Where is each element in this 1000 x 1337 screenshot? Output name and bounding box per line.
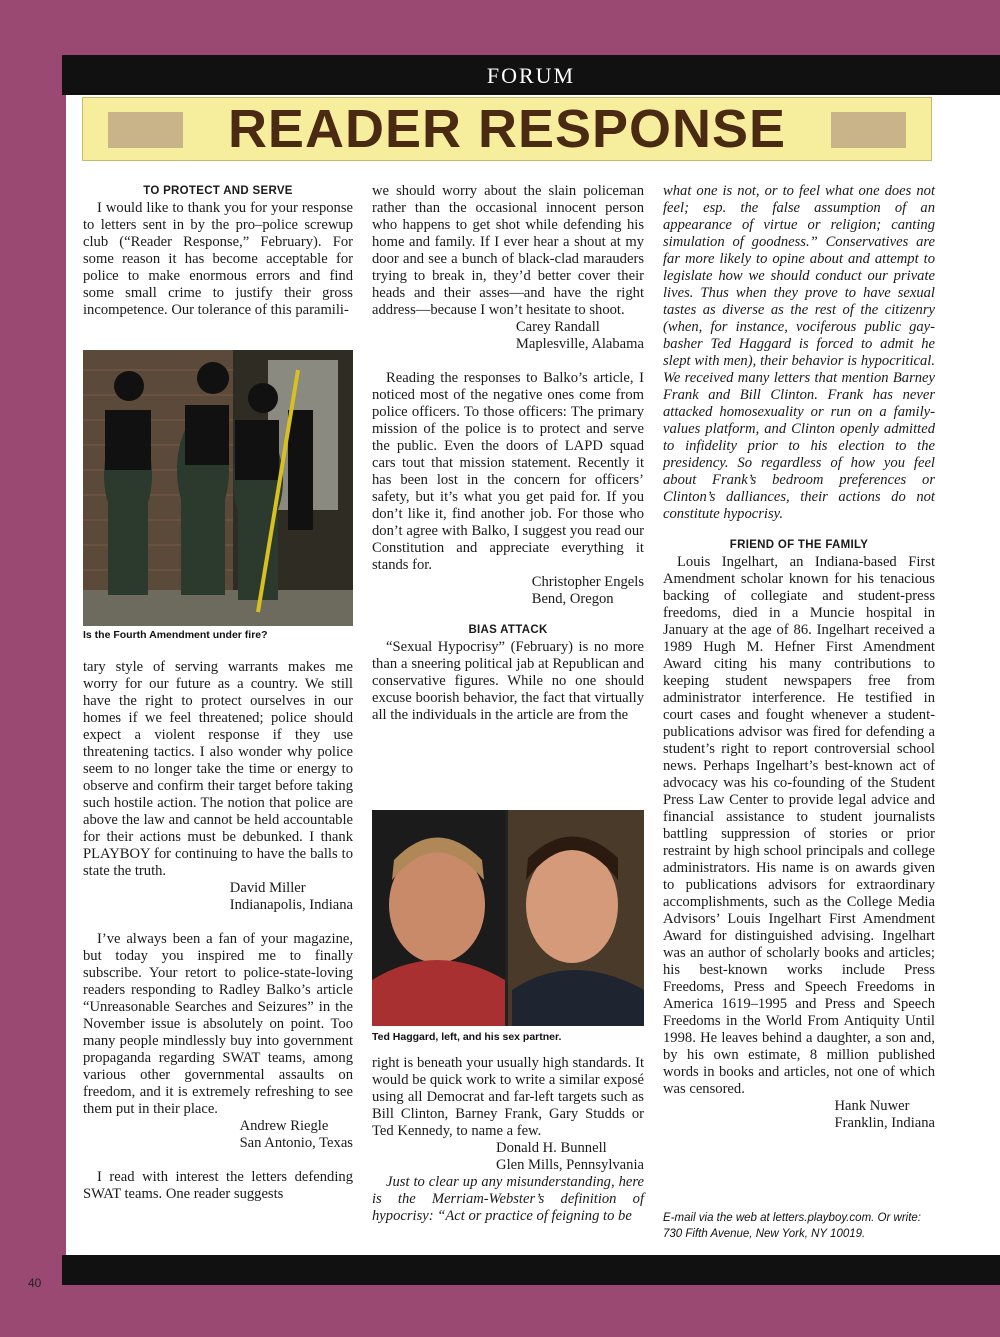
column-1-bottom — [83, 659, 353, 1203]
signature-6-place: Franklin, Indiana — [834, 1115, 935, 1131]
heading-bias-attack: BIAS ATTACK — [468, 624, 548, 636]
signature-1-name: David Miller — [229, 880, 306, 896]
signature-3 — [372, 319, 644, 353]
swat-team-illustration — [83, 350, 353, 626]
page-title: READER RESPONSE — [227, 99, 787, 159]
page-number: 40 — [28, 1276, 42, 1290]
letter-6: Louis Ingelhart, an Indiana-based First Amendment scholar known for his tenacious backing of collegiate and student-press freedoms, died in a Muncie hospital in January at the age of 86. Ingelhart received a 1989 Hugh M. Hefner First Amendment Award citing his many contributions to keeping student newspapers free from administrator interference. He testified in court cases and fought whenever a student-publications advisor was fired for defending a student’s right to report controversial school news. Perhaps Ingelhart’s best-known act of advocacy was his co-founding of the Student Press Law Center to provide legal advice and financial assistance to student journalists battling suppression of stories or prior restraint by high school principals and college administrators. His name is on awards given to publications advisors for extraordinary accomplishments, such as the College Media Advisors’ Louis Ingelhart First Amendment Award for distinguished advising. Ingelhart was an author of scholarly books and articles; his best-known works include Press Freedoms, Press and Speech Freedoms in America 1619–1995 and Press and Speech Freedoms in the World From Antiquity Until 1998. He leaves behind a daughter, a son and, by his own estimate, 8 million published words in books and articles, not one of which was censored. — [663, 554, 935, 1097]
heading-protect-and-serve: TO PROTECT AND SERVE — [143, 185, 293, 197]
letter-1-part-2: tary style of serving warrants makes me worry for our future as a country. We still have the right to protect ourselves in our homes if we feel threatened; police should expect a violent response if they use threatening tactics. I also wonder why police seem to no longer take the time or energy to observe and confirm their target before taking such hostile action. The notion that police are above the law and cannot be held accountable for their actions must be debunked. I thank PLAYBOY for continuing to have the balls to state the truth. — [83, 659, 353, 879]
swat-team-photo — [83, 350, 353, 626]
letter-3-start: I read with interest the letters defending SWAT teams. One reader suggests — [83, 1169, 353, 1202]
signature-1 — [83, 880, 353, 914]
signature-4 — [372, 574, 644, 608]
letter-1-part-1: I would like to thank you for your response to letters sent in by the pro–police screwup club (“Reader Response,” February). For some reason it has become acceptable for police to make enormous errors and find some small crime to justify their gross incompetence. Our tolerance of this paramili- — [83, 200, 353, 318]
signature-3-name: Carey Randall — [515, 319, 600, 335]
photo-caption-haggard: Ted Haggard, left, and his sex partner. — [372, 1031, 562, 1043]
footer-bar — [62, 1255, 1000, 1285]
letter-2: I’ve always been a fan of your magazine, but today you inspired me to finally subscribe. Your retort to police-state-loving readers responding to Radley Balko’s article “Unreasonable Searches and Seizures” in the November issue is absolutely on point. Too many people mindlessly buy into government propaganda regarding SWAT teams, among various other governmental assaults on freedom, and it is extremely refreshing to see them put in their place. — [83, 931, 353, 1117]
column-1-top — [83, 183, 353, 319]
haggard-photo — [372, 810, 644, 1026]
signature-1-place: Indianapolis, Indiana — [229, 897, 353, 913]
signature-4-place: Bend, Oregon — [531, 591, 614, 607]
editor-response-start: Just to clear up any misunderstanding, here is the Merriam-Webster’s definition of hypocrisy: “Act or practice of feigning to be — [372, 1174, 644, 1224]
section-label: FORUM — [486, 63, 576, 88]
letter-5-part-1: “Sexual Hypocrisy” (February) is no more than a sneering political jab at Republican and conservative figures. While no one should excuse boorish behavior, the fact that virtually all the individuals in the article are from the — [372, 639, 644, 723]
heading-friend-of-the-family: FRIEND OF THE FAMILY — [729, 539, 869, 551]
column-3 — [663, 183, 935, 1132]
letter-4: Reading the responses to Balko’s article, I noticed most of the negative ones come from police officers. To those officers: The primary mission of the police is to protect and serve the public. Even the doors of LAPD squad cars tout that mission statement. Recently it has been lost in the concern for officers’ safety, but it’s what you get paid for. If you don’t like it, find another job. For those who don’t agree with Balko, I suggest you read our Constitution and appreciate everything it stands for. — [372, 370, 644, 573]
signature-5 — [372, 1140, 644, 1174]
signature-5-name: Donald H. Bunnell — [496, 1140, 607, 1156]
signature-6 — [663, 1098, 935, 1132]
editor-response-continued: what one is not, or to feel what one does not feel; esp. the false assumption of an appearance of virtue or religion; canting simulation of goodness.” Conservatives are far more likely to opine about and attempt to legislate how we should conduct our private lives. Thus when they prove to have sexual tastes as diverse as the rest of the citizenry (when, for instance, vociferous public gay-basher Ted Haggard is forced to admit he slept with men), their behavior is hypocritical. We received many letters that mention Barney Frank and Bill Clinton. Frank has never attacked homosexuality or run on a family-values platform, and Clinton openly admitted to infidelity prior to his election to the presidency. So regardless of how you feel about Frank’s bedroom preferences or Clinton’s dalliances, their actions do not constitute hypocrisy. — [663, 183, 935, 522]
signature-5-place: Glen Mills, Pennsylvania — [496, 1157, 644, 1173]
title-banner — [82, 97, 932, 161]
column-2-bottom — [372, 1055, 644, 1225]
signature-2-name: Andrew Riegle — [239, 1118, 329, 1134]
signature-6-name: Hank Nuwer — [834, 1098, 910, 1114]
signature-2 — [83, 1118, 353, 1152]
signature-4-name: Christopher Engels — [531, 574, 644, 590]
letter-3-continued: we should worry about the slain policeman rather than the occasional innocent person who happens to get shot while defending his home and family. If I ever hear a shout at my door and see a bunch of black-clad marauders trying to break in, they’d better cover their heads and their asses—and have the right address—because I won’t hesitate to shoot. — [372, 183, 644, 318]
haggard-illustration — [372, 810, 644, 1026]
column-2-top — [372, 183, 644, 724]
signature-2-place: San Antonio, Texas — [239, 1135, 353, 1151]
letter-5-part-2: right is beneath your usually high standards. It would be quick work to write a similar exposé using all Democrat and far-left targets such as Bill Clinton, Barney Frank, Gary Studds or Ted Kennedy, to name a few. — [372, 1055, 644, 1139]
photo-caption-swat: Is the Fourth Amendment under fire? — [83, 629, 268, 641]
section-header-bar — [62, 55, 1000, 95]
signature-3-place: Maplesville, Alabama — [515, 336, 644, 352]
contact-footer: E-mail via the web at letters.playboy.com. Or write: 730 Fifth Avenue, New York, NY 10019. — [663, 1212, 921, 1240]
